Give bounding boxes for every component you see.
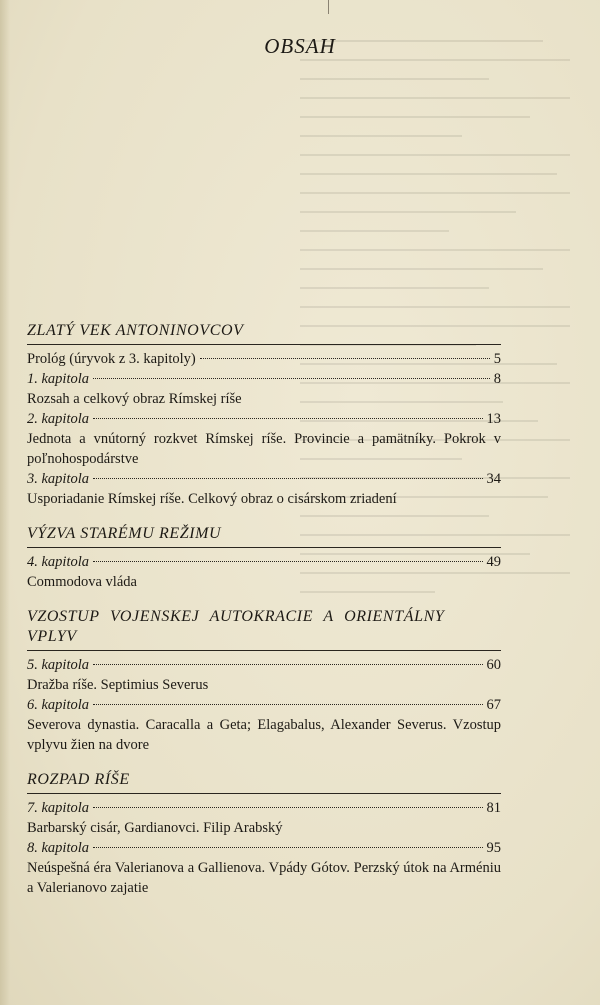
- chapter-description: Dražba ríše. Septimius Severus: [27, 677, 209, 693]
- page-number: 5: [493, 351, 501, 367]
- leader-dots: [93, 704, 482, 705]
- toc-section: [27, 770, 501, 898]
- page-number: 81: [486, 800, 501, 816]
- leader-dots: [93, 561, 482, 562]
- page-number: 49: [486, 554, 501, 570]
- leader-dots: [93, 807, 482, 808]
- bleed-line: [300, 306, 570, 308]
- bleed-line: [300, 97, 570, 99]
- bleed-line: [300, 249, 570, 251]
- toc-entry[interactable]: [27, 695, 501, 755]
- leader-dots: [93, 664, 482, 665]
- chapter-label: 2. kapitola: [27, 411, 90, 427]
- toc-entry[interactable]: [27, 655, 501, 695]
- chapter-label: 6. kapitola: [27, 697, 90, 713]
- section-title: VZOSTUP VOJENSKEJ AUTOKRACIE A ORIENTÁLNY VPLYV: [27, 607, 501, 651]
- section-title: ROZPAD RÍŠE: [27, 770, 501, 794]
- toc-entry[interactable]: [27, 798, 501, 838]
- page-number: 13: [486, 411, 501, 427]
- bleed-line: [300, 192, 570, 194]
- leader-dots: [93, 478, 482, 479]
- leader-dots: [93, 847, 482, 848]
- leader-dots: [200, 358, 490, 359]
- leader-dots: [93, 418, 482, 419]
- section-title: ZLATÝ VEK ANTONINOVCOV: [27, 321, 501, 345]
- chapter-label: 7. kapitola: [27, 800, 90, 816]
- chapter-label: 4. kapitola: [27, 554, 90, 570]
- chapter-label: 8. kapitola: [27, 840, 90, 856]
- bleed-line: [300, 211, 516, 213]
- toc-section: [27, 321, 501, 509]
- toc-section: [27, 524, 501, 592]
- chapter-label: 5. kapitola: [27, 657, 90, 673]
- chapter-label: 3. kapitola: [27, 471, 90, 487]
- table-of-contents: [27, 321, 501, 913]
- toc-entry[interactable]: [27, 409, 501, 469]
- page-number: 8: [493, 371, 501, 387]
- bleed-line: [300, 230, 449, 232]
- section-title: VÝZVA STARÉMU REŽIMU: [27, 524, 501, 548]
- bleed-line: [300, 154, 570, 156]
- chapter-description: Commodova vláda: [27, 574, 137, 590]
- bleed-line: [300, 59, 570, 61]
- leader-dots: [93, 378, 490, 379]
- chapter-description: Rozsah a celkový obraz Rímskej ríše: [27, 391, 242, 407]
- page-binding-shadow: [0, 0, 10, 1005]
- bleed-line: [300, 116, 530, 118]
- page-title: OBSAH: [264, 34, 336, 58]
- toc-entry[interactable]: [27, 838, 501, 898]
- bleed-line: [300, 287, 489, 289]
- chapter-description: Jednota a vnútorný rozkvet Rímskej ríše. Provincie a pamätníky. Pokrok v poľnohospodárstve: [27, 431, 501, 467]
- chapter-description: Barbarský cisár, Gardianovci. Filip Arabský: [27, 820, 283, 836]
- entry-label: Prológ (úryvok z 3. kapitoly): [27, 351, 196, 367]
- bleed-line: [300, 78, 489, 80]
- page-number: 95: [486, 840, 501, 856]
- toc-entry[interactable]: [27, 552, 501, 592]
- page-mark: [328, 0, 329, 14]
- bleed-line: [300, 268, 543, 270]
- toc-entry[interactable]: [27, 369, 501, 409]
- chapter-description: Usporiadanie Rímskej ríše. Celkový obraz o cisárskom zriadení: [27, 491, 397, 507]
- bleed-line: [300, 135, 462, 137]
- toc-entry[interactable]: [27, 469, 501, 509]
- page-number: 67: [486, 697, 501, 713]
- chapter-label: 1. kapitola: [27, 371, 90, 387]
- toc-section: [27, 607, 501, 755]
- toc-entry-prologue[interactable]: [27, 349, 501, 369]
- page-number: 34: [486, 471, 501, 487]
- page-number: 60: [486, 657, 501, 673]
- bleed-line: [300, 173, 557, 175]
- chapter-description: Severova dynastia. Caracalla a Geta; Elagabalus, Alexander Severus. Vzostup vplyvu žien na dvore: [27, 717, 501, 753]
- chapter-description: Neúspešná éra Valerianova a Gallienova. Vpády Gótov. Perzský útok na Arméniu a Valerianovo zajatie: [27, 860, 501, 896]
